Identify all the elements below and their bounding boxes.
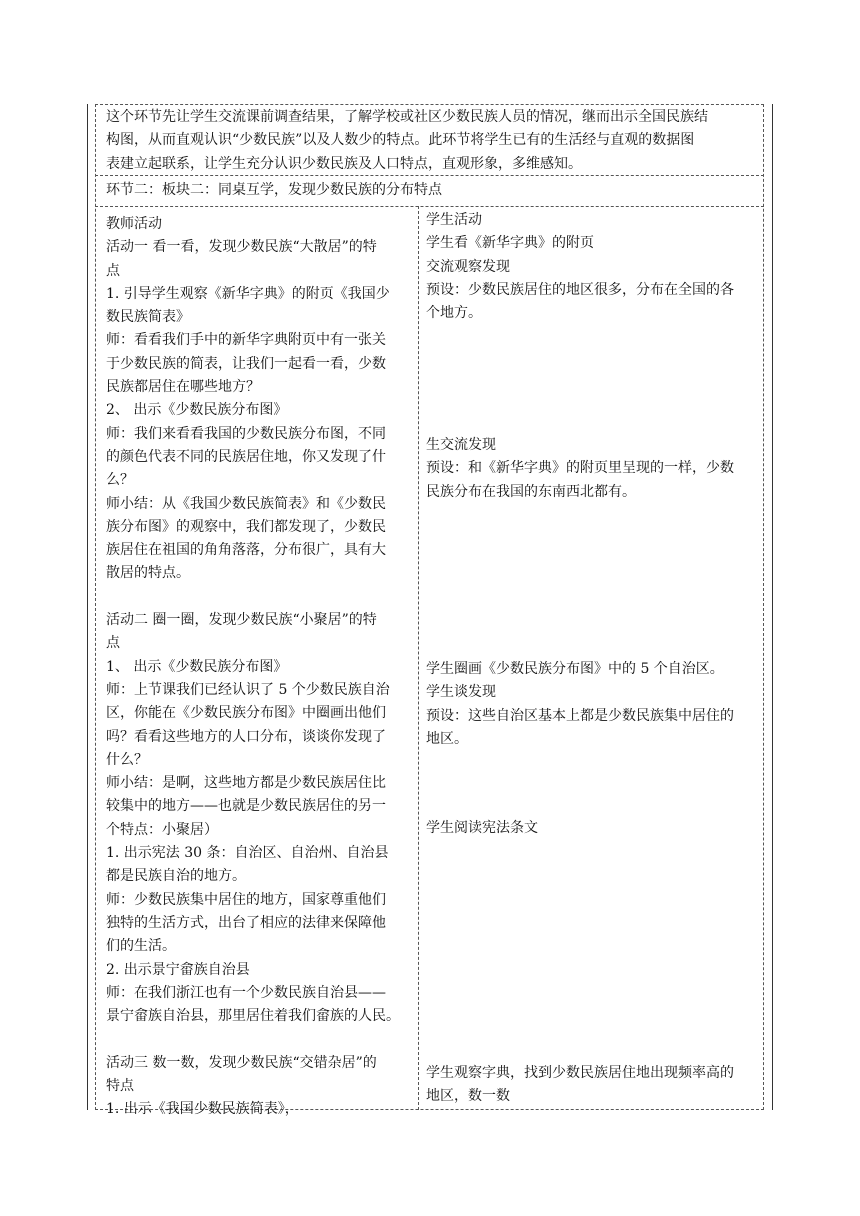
teacher-line: 活动三 数一数，发现少数民族“交错杂居”的 bbox=[106, 1054, 377, 1071]
teacher-line: 1、 出示《少数民族分布图》 bbox=[106, 658, 288, 675]
teacher-line: 1. 出示宪法 30 条：自治区、自治州、自治县 bbox=[106, 845, 389, 862]
student-line: 学生观察字典，找到少数民族居住地出现频率高的 bbox=[426, 1065, 734, 1081]
teacher-line: 师：上节课我们已经认识了 5 个少数民族自治 bbox=[106, 681, 390, 698]
teacher-line: 吗？看看这些地方的人口分布，谈谈你发现了 bbox=[106, 728, 386, 745]
teacher-line: 什么？ bbox=[106, 751, 148, 768]
column-divider bbox=[418, 206, 419, 1110]
section-header: 环节二：板块二：同桌互学，发现少数民族的分布特点 bbox=[106, 182, 442, 198]
student-line: 预设：这些自治区基本上都是少数民族集中居住的 bbox=[426, 707, 734, 724]
teacher-line: 数民族简表》 bbox=[106, 309, 190, 326]
teacher-line: 师：在我们浙江也有一个少数民族自治县—— bbox=[106, 984, 386, 1001]
teacher-line: 较集中的地方——也就是少数民族居住的另一 bbox=[106, 798, 386, 815]
teacher-line: 民族都居住在哪些地方？ bbox=[106, 379, 260, 396]
student-column-title: 学生活动 bbox=[426, 212, 482, 228]
teacher-line: 1. 引导学生观察《新华字典》的附页《我国少 bbox=[106, 285, 390, 302]
intro-paragraph bbox=[106, 106, 766, 176]
row-divider bbox=[95, 104, 764, 105]
paragraph-line: 这个环节先让学生交流课前调查结果，了解学校或社区少数民族人员的情况，继而出示全国民族结 bbox=[106, 109, 708, 125]
teacher-line: 1. 出示《我国少数民族简表》， bbox=[106, 1101, 299, 1118]
teacher-activity-column bbox=[106, 213, 416, 1122]
student-block-3 bbox=[426, 658, 764, 751]
teacher-line: 个特点：小聚居） bbox=[106, 821, 218, 838]
student-line: 个地方。 bbox=[426, 305, 482, 322]
teacher-line: 2. 出示景宁畲族自治县 bbox=[106, 961, 250, 978]
teacher-line: 散居的特点。 bbox=[106, 565, 190, 582]
teacher-line: 区，你能在《少数民族分布图》中圈画出他们 bbox=[106, 705, 386, 722]
student-line: 地区，数一数 bbox=[426, 1088, 510, 1105]
teacher-line: 么？ bbox=[106, 472, 134, 489]
student-block-1 bbox=[426, 209, 764, 325]
student-line: 学生谈发现 bbox=[426, 684, 496, 701]
paragraph-line: 表建立起联系，让学生充分认识少数民族及人口特点，直观形象，多维感知。 bbox=[106, 155, 582, 172]
teacher-line: 特点 bbox=[106, 1077, 134, 1094]
teacher-line: 活动一 看一看，发现少数民族“大散居”的特 bbox=[106, 239, 377, 256]
student-line: 学生阅读宪法条文 bbox=[426, 820, 538, 836]
teacher-line: 师：少数民族集中居住的地方，国家尊重他们 bbox=[106, 891, 386, 908]
student-line: 地区。 bbox=[426, 730, 468, 747]
teacher-line: 族分布图》的观察中，我们都发现了，少数民 bbox=[106, 518, 386, 535]
blank-line bbox=[106, 586, 416, 609]
student-block-4 bbox=[426, 817, 764, 840]
teacher-line: 2、 出示《少数民族分布图》 bbox=[106, 402, 288, 419]
teacher-line: 们的生活。 bbox=[106, 938, 176, 955]
teacher-line: 景宁畲族自治县，那里居住着我们畲族的人民。 bbox=[106, 1008, 400, 1025]
teacher-line: 于少数民族的简表，让我们一起看一看，少数 bbox=[106, 355, 386, 372]
student-block-2 bbox=[426, 434, 764, 504]
teacher-line: 师：看看我们手中的新华字典附页中有一张关 bbox=[106, 332, 386, 349]
student-line: 预设：少数民族居住的地区很多，分布在全国的各 bbox=[426, 281, 734, 298]
student-block-5 bbox=[426, 1062, 764, 1109]
student-line: 民族分布在我国的东南西北都有。 bbox=[426, 483, 636, 500]
teacher-line: 点 bbox=[106, 262, 120, 279]
teacher-line: 的颜色代表不同的民族居住地，你又发现了什 bbox=[106, 448, 386, 465]
student-line: 学生圈画《少数民族分布图》中的 5 个自治区。 bbox=[426, 661, 724, 677]
student-line: 生交流发现 bbox=[426, 437, 496, 453]
teacher-line: 师：我们来看看我国的少数民族分布图，不同 bbox=[106, 425, 386, 442]
row-divider bbox=[95, 206, 764, 207]
blank-line bbox=[106, 1028, 416, 1051]
student-line: 交流观察发现 bbox=[426, 258, 510, 275]
paragraph-line: 构图，从而直观认识“少数民族”以及人数少的特点。此环节将学生已有的生活经与直观的数据图 bbox=[106, 132, 695, 149]
teacher-line: 族居住在祖国的角角落落，分布很广，具有大 bbox=[106, 542, 386, 559]
teacher-line: 师小结：是啊，这些地方都是少数民族居住比 bbox=[106, 775, 386, 792]
teacher-line: 师小结：从《我国少数民族简表》和《少数民 bbox=[106, 495, 386, 512]
student-line: 学生看《新华字典》的附页 bbox=[426, 235, 594, 252]
student-line: 预设：和《新华字典》的附页里呈现的一样，少数 bbox=[426, 460, 734, 477]
teacher-line: 点 bbox=[106, 635, 120, 652]
teacher-line: 都是民族自治的地方。 bbox=[106, 868, 246, 885]
teacher-line: 活动二 圈一圈，发现少数民族“小聚居”的特 bbox=[106, 612, 377, 629]
teacher-column-title: 教师活动 bbox=[106, 216, 162, 232]
teacher-line: 独特的生活方式，出台了相应的法律来保障他 bbox=[106, 914, 386, 931]
